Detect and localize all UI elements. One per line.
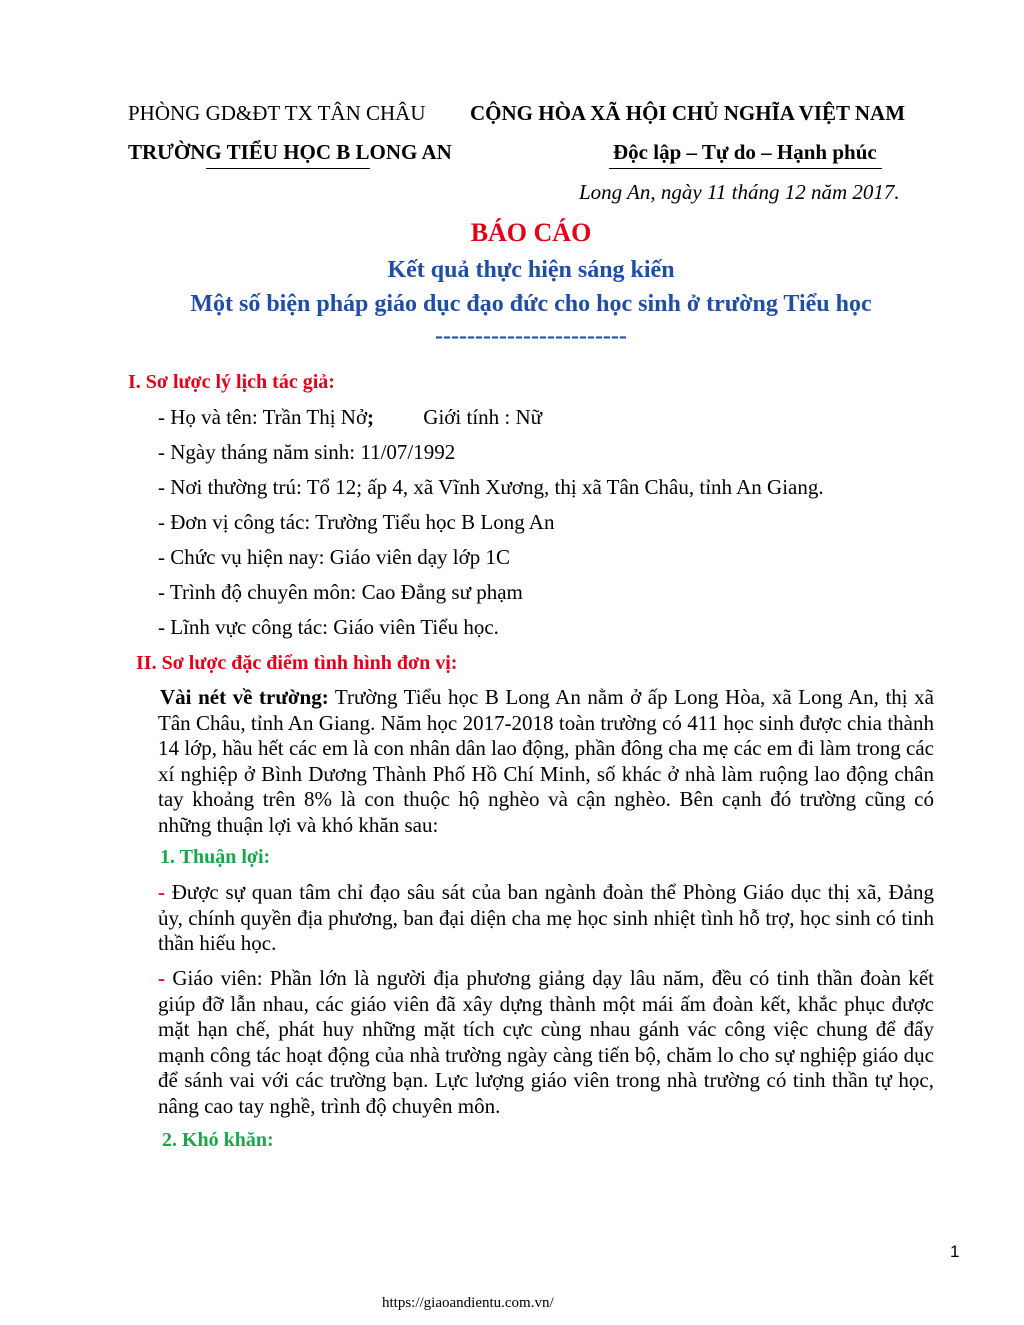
author-name-separator: ; [367, 405, 375, 429]
author-dob: - Ngày tháng năm sinh: 11/07/1992 [158, 440, 456, 464]
advantage-2-text: Giáo viên: Phần lớn là người địa phương giảng dạy lâu năm, đều có tinh thần đoàn kết giúp đỡ lẫn nhau, các giáo viên đã xây dựng thành một mái ấm đoàn kết, khắc phục được mặt hạn chế, phát huy những mặt tích cực cùng nhau gánh vác công việc chung để đẩy mạnh công tác hoạt động của nhà trường ngày càng tiến bộ, chăm lo cho sự nghiệp giáo dục để sánh vai với các trường bạn. Lực lượng giáo viên trong nhà trường có tinh thần tự học, nâng cao tay nghề, trình độ chuyên môn. [158, 966, 934, 1118]
advantage-2-paragraph [158, 966, 934, 1119]
section-1-heading: I. Sơ lược lý lịch tác giả: [128, 371, 335, 393]
author-qualification: - Trình độ chuyên môn: Cao Đẳng sư phạm [158, 580, 523, 604]
section-2-heading: II. Sơ lược đặc điểm tình hình đơn vị: [136, 652, 458, 674]
school-overview-paragraph [158, 685, 934, 838]
source-url[interactable]: https://giaoandientu.com.vn/ [382, 1295, 554, 1311]
school-overview-text: Trường Tiểu học B Long An nằm ở ấp Long Hòa, xã Long An, thị xã Tân Châu, tỉnh An Giang. Năm học 2017-2018 toàn trường có 411 học sinh được chia thành 14 lớp, hầu hết các em là con nhân dân lao động, phần đông cha mẹ các em đi làm trong các xí nghiệp ở Bình Dương Thành Phố Hồ Chí Minh, số khác ở nhà làm ruộng lao động chân tay khoảng trên 8% là con thuộc hộ nghèo và cận nghèo. Bên cạnh đó trường cũng có những thuận lợi và khó khăn sau: [158, 685, 935, 837]
author-name-line [158, 405, 542, 429]
author-position: - Chức vụ hiện nay: Giáo viên dạy lớp 1C [158, 545, 511, 569]
bullet-1: - [158, 880, 172, 904]
title-divider: ------------------------ [435, 323, 627, 349]
motto: Độc lập – Tự do – Hạnh phúc [613, 140, 877, 164]
difficulties-heading: 2. Khó khăn: [162, 1129, 274, 1151]
school-overview-label: Vài nét về trường: [160, 685, 329, 709]
author-field: - Lĩnh vực công tác: Giáo viên Tiểu học. [158, 615, 499, 639]
nation-name: CỘNG HÒA XÃ HỘI CHỦ NGHĨA VIỆT NAM [470, 101, 906, 125]
motto-underline [609, 168, 882, 169]
advantages-heading: 1. Thuận lợi: [160, 846, 271, 868]
page-number: 1 [950, 1242, 960, 1261]
author-gender: Giới tính : Nữ [423, 405, 543, 429]
department-name: PHÒNG GD&ĐT TX TÂN CHÂU [128, 101, 426, 125]
advantage-1-text: Được sự quan tâm chỉ đạo sâu sát của ban ngành đoàn thể Phòng Giáo dục thị xã, Đảng ủy, chính quyền địa phương, ban đại diện cha mẹ học sinh nhiệt tình hỗ trợ, học sinh có tinh thần hiếu học. [158, 880, 934, 955]
report-date: Long An, ngày 11 tháng 12 năm 2017. [579, 180, 900, 204]
advantage-1-paragraph [158, 880, 934, 957]
report-subtitle: Kết quả thực hiện sáng kiến [387, 257, 675, 283]
school-name: TRƯỜNG TIỂU HỌC B LONG AN [128, 140, 452, 164]
bullet-2: - [158, 966, 173, 990]
author-workplace: - Đơn vị công tác: Trường Tiểu học B Long An [158, 510, 555, 534]
author-name: - Họ và tên: Trần Thị Nở [158, 405, 368, 429]
school-underline [206, 168, 370, 169]
report-title: BÁO CÁO [470, 218, 592, 247]
author-residence: - Nơi thường trú: Tổ 12; ấp 4, xã Vĩnh Xương, thị xã Tân Châu, tỉnh An Giang. [158, 475, 824, 499]
initiative-title: Một số biện pháp giáo dục đạo đức cho học sinh ở trường Tiểu học [190, 291, 872, 317]
